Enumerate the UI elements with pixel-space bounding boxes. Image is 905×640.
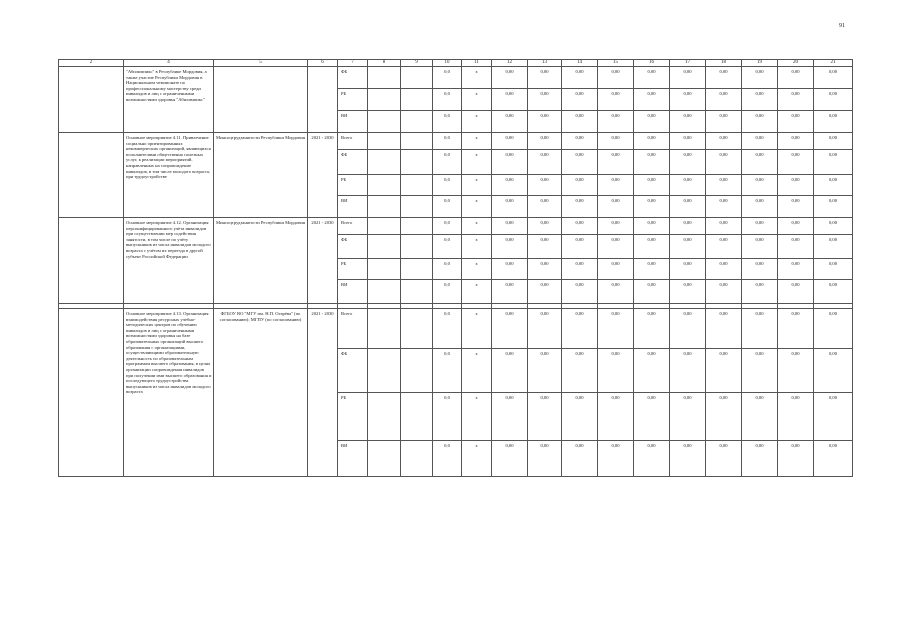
- value-cell: 0,00: [814, 259, 853, 280]
- value-cell: х: [462, 309, 492, 349]
- value-cell: х: [462, 196, 492, 218]
- value-cell: 0,00: [492, 235, 528, 259]
- value-cell: 0,00: [814, 280, 853, 304]
- value-cell: 0,00: [742, 349, 778, 393]
- empty-cell: [59, 309, 124, 477]
- value-cell: 0,00: [562, 67, 598, 89]
- activity-description: Основное мероприятие 4.12. Организация персонифицированного учёта инвалидов при осуществлении мер содействия занятости, в том числе по учёту выпускников из числа инвалидов молодого возраста с учётом их переезда в другой субъект Российской Федерации: [124, 218, 214, 304]
- value-cell: 0,00: [634, 349, 670, 393]
- table-row: [59, 67, 853, 89]
- value-cell: 0,00: [778, 218, 814, 235]
- empty-cell: [401, 235, 433, 259]
- empty-cell: [401, 280, 433, 304]
- header-cell: 13: [528, 60, 562, 67]
- value-cell: 0,00: [492, 89, 528, 111]
- value-cell: 0,00: [492, 441, 528, 477]
- value-cell: х: [462, 259, 492, 280]
- value-cell: 0,00: [634, 235, 670, 259]
- value-cell: 0,00: [778, 259, 814, 280]
- empty-cell: [368, 393, 401, 441]
- value-cell: 0,00: [670, 441, 706, 477]
- value-cell: 0,00: [598, 196, 634, 218]
- value-cell: 0,00: [706, 280, 742, 304]
- value-cell: 0,00: [562, 235, 598, 259]
- value-cell: 0,00: [562, 393, 598, 441]
- value-cell: 0,0: [433, 196, 462, 218]
- empty-cell: [401, 67, 433, 89]
- page-number: 91: [839, 23, 845, 29]
- empty-cell: [368, 280, 401, 304]
- value-cell: х: [462, 218, 492, 235]
- value-cell: 0,00: [598, 349, 634, 393]
- header-cell: 17: [670, 60, 706, 67]
- value-cell: 0,00: [706, 235, 742, 259]
- activity-description: "Абилимпикс" в Республике Мордовия, а также участие Республики Мордовия в Национальном чемпионате по профессиональному мастерству среди инвалидов и лиц с ограниченными возможностями здоровья "Абилимпикс": [124, 67, 214, 133]
- empty-cell: [401, 150, 433, 175]
- value-cell: 0,00: [778, 309, 814, 349]
- value-cell: 0,00: [670, 133, 706, 150]
- value-cell: 0,0: [433, 235, 462, 259]
- value-cell: 0,00: [562, 259, 598, 280]
- value-cell: 0,00: [562, 309, 598, 349]
- value-cell: 0,00: [562, 150, 598, 175]
- funding-source-cell: ФБ: [338, 235, 368, 259]
- value-cell: 0,00: [492, 196, 528, 218]
- value-cell: 0,00: [528, 349, 562, 393]
- value-cell: 0,00: [742, 259, 778, 280]
- empty-cell: [368, 175, 401, 196]
- value-cell: 0,00: [598, 175, 634, 196]
- header-cell: 20: [778, 60, 814, 67]
- value-cell: 0,00: [634, 309, 670, 349]
- value-cell: 0,00: [562, 196, 598, 218]
- value-cell: 0,00: [562, 89, 598, 111]
- value-cell: 0,00: [528, 133, 562, 150]
- value-cell: 0,00: [814, 89, 853, 111]
- value-cell: 0,00: [528, 67, 562, 89]
- value-cell: 0,00: [706, 441, 742, 477]
- value-cell: 0,00: [742, 67, 778, 89]
- value-cell: 0,0: [433, 218, 462, 235]
- value-cell: 0,00: [562, 218, 598, 235]
- value-cell: 0,00: [670, 259, 706, 280]
- value-cell: 0,00: [742, 218, 778, 235]
- value-cell: 0,00: [598, 441, 634, 477]
- value-cell: 0,00: [670, 393, 706, 441]
- value-cell: 0,00: [706, 175, 742, 196]
- period-cell: 2021 - 2030: [308, 309, 338, 477]
- funding-source-cell: РБ: [338, 89, 368, 111]
- value-cell: 0,00: [706, 133, 742, 150]
- funding-source-cell: Всего: [338, 218, 368, 235]
- empty-cell: [401, 111, 433, 133]
- value-cell: 0,00: [598, 67, 634, 89]
- header-cell: 9: [401, 60, 433, 67]
- value-cell: 0,0: [433, 133, 462, 150]
- header-cell: 18: [706, 60, 742, 67]
- empty-cell: [368, 89, 401, 111]
- header-cell: 5: [214, 60, 308, 67]
- value-cell: 0,00: [670, 175, 706, 196]
- header-cell: 11: [462, 60, 492, 67]
- value-cell: 0,00: [598, 133, 634, 150]
- value-cell: 0,00: [492, 280, 528, 304]
- value-cell: 0,00: [706, 349, 742, 393]
- executor-cell: Минсоцтрудзанятости Республики Мордовия: [214, 218, 308, 304]
- header-cell: 10: [433, 60, 462, 67]
- value-cell: 0,00: [706, 89, 742, 111]
- value-cell: 0,00: [742, 280, 778, 304]
- funding-source-cell: ВИ: [338, 196, 368, 218]
- value-cell: 0,00: [778, 67, 814, 89]
- header-cell: 2: [59, 60, 124, 67]
- value-cell: 0,00: [528, 259, 562, 280]
- value-cell: х: [462, 133, 492, 150]
- empty-cell: [401, 89, 433, 111]
- value-cell: 0,00: [670, 218, 706, 235]
- period-cell: 2021 - 2030: [308, 218, 338, 304]
- empty-cell: [368, 441, 401, 477]
- value-cell: 0,00: [706, 150, 742, 175]
- period-cell: 2021 - 2030: [308, 133, 338, 218]
- empty-cell: [401, 309, 433, 349]
- value-cell: 0,00: [742, 150, 778, 175]
- value-cell: 0,00: [492, 349, 528, 393]
- header-row: [59, 60, 853, 67]
- value-cell: 0,00: [706, 67, 742, 89]
- value-cell: 0,00: [742, 441, 778, 477]
- value-cell: 0,00: [562, 441, 598, 477]
- value-cell: 0,00: [742, 393, 778, 441]
- value-cell: 0,00: [742, 175, 778, 196]
- value-cell: 0,00: [814, 133, 853, 150]
- funding-source-cell: РБ: [338, 175, 368, 196]
- value-cell: 0,00: [814, 218, 853, 235]
- budget-table: [58, 59, 853, 477]
- value-cell: 0,00: [634, 280, 670, 304]
- value-cell: 0,00: [814, 235, 853, 259]
- header-cell: 4: [124, 60, 214, 67]
- value-cell: 0,00: [562, 280, 598, 304]
- empty-cell: [401, 218, 433, 235]
- funding-source-cell: ФБ: [338, 349, 368, 393]
- funding-source-cell: ВИ: [338, 441, 368, 477]
- value-cell: 0,00: [528, 175, 562, 196]
- funding-source-cell: РБ: [338, 259, 368, 280]
- funding-source-cell: ФБ: [338, 67, 368, 89]
- empty-cell: [401, 133, 433, 150]
- value-cell: 0,00: [778, 280, 814, 304]
- value-cell: 0,00: [492, 111, 528, 133]
- value-cell: 0,00: [814, 309, 853, 349]
- value-cell: 0,00: [706, 393, 742, 441]
- value-cell: 0,00: [528, 150, 562, 175]
- value-cell: 0,00: [670, 349, 706, 393]
- value-cell: 0,00: [634, 67, 670, 89]
- value-cell: 0,00: [598, 280, 634, 304]
- empty-cell: [368, 111, 401, 133]
- value-cell: 0,00: [814, 150, 853, 175]
- activity-description: Основное мероприятие 4.11. Привлечение социально ориентированных некоммерческих организаций, являющихся исполнителями общественно полезных услуг, к реализации мероприятий, направленных на сопровождение инвалидов, в том числе молодого возраста, при трудоустройстве: [124, 133, 214, 218]
- value-cell: 0,00: [742, 196, 778, 218]
- value-cell: 0,0: [433, 441, 462, 477]
- value-cell: 0,0: [433, 393, 462, 441]
- header-cell: 16: [634, 60, 670, 67]
- executor-cell: Минсоцтрудзанятости Республики Мордовия: [214, 133, 308, 218]
- value-cell: 0,00: [528, 393, 562, 441]
- header-cell: 8: [368, 60, 401, 67]
- value-cell: 0,00: [634, 175, 670, 196]
- funding-source-cell: Всего: [338, 133, 368, 150]
- value-cell: 0,00: [634, 441, 670, 477]
- value-cell: 0,00: [742, 133, 778, 150]
- header-cell: 6: [308, 60, 338, 67]
- empty-cell: [59, 67, 124, 133]
- value-cell: 0,00: [814, 349, 853, 393]
- value-cell: 0,0: [433, 280, 462, 304]
- value-cell: х: [462, 67, 492, 89]
- value-cell: 0,0: [433, 150, 462, 175]
- value-cell: 0,00: [528, 235, 562, 259]
- value-cell: 0,00: [778, 89, 814, 111]
- header-cell: 12: [492, 60, 528, 67]
- empty-cell: [368, 235, 401, 259]
- table-row: [59, 218, 853, 235]
- value-cell: 0,00: [528, 89, 562, 111]
- value-cell: 0,0: [433, 309, 462, 349]
- empty-cell: [401, 349, 433, 393]
- value-cell: 0,00: [670, 196, 706, 218]
- value-cell: х: [462, 111, 492, 133]
- value-cell: 0,0: [433, 259, 462, 280]
- value-cell: 0,00: [778, 393, 814, 441]
- table-row: [59, 309, 853, 349]
- executor-cell: [214, 67, 308, 133]
- value-cell: 0,00: [598, 111, 634, 133]
- value-cell: 0,00: [598, 218, 634, 235]
- value-cell: 0,00: [778, 133, 814, 150]
- value-cell: х: [462, 441, 492, 477]
- value-cell: х: [462, 349, 492, 393]
- header-cell: 14: [562, 60, 598, 67]
- value-cell: 0,00: [742, 309, 778, 349]
- value-cell: 0,00: [670, 150, 706, 175]
- value-cell: 0,00: [634, 150, 670, 175]
- empty-cell: [368, 349, 401, 393]
- value-cell: х: [462, 89, 492, 111]
- value-cell: 0,00: [778, 235, 814, 259]
- value-cell: 0,00: [598, 150, 634, 175]
- value-cell: 0,00: [670, 67, 706, 89]
- value-cell: 0,0: [433, 175, 462, 196]
- empty-cell: [368, 309, 401, 349]
- empty-cell: [368, 196, 401, 218]
- value-cell: 0,00: [778, 196, 814, 218]
- value-cell: 0,00: [528, 441, 562, 477]
- value-cell: 0,00: [634, 393, 670, 441]
- value-cell: 0,00: [598, 259, 634, 280]
- value-cell: 0,00: [492, 133, 528, 150]
- empty-cell: [368, 133, 401, 150]
- value-cell: 0,00: [528, 309, 562, 349]
- empty-cell: [368, 259, 401, 280]
- value-cell: 0,00: [528, 280, 562, 304]
- value-cell: х: [462, 393, 492, 441]
- value-cell: х: [462, 280, 492, 304]
- header-cell: 7: [338, 60, 368, 67]
- value-cell: 0,00: [492, 259, 528, 280]
- header-cell: 15: [598, 60, 634, 67]
- empty-cell: [401, 393, 433, 441]
- value-cell: 0,00: [778, 150, 814, 175]
- value-cell: 0,00: [598, 235, 634, 259]
- empty-cell: [368, 67, 401, 89]
- value-cell: 0,00: [562, 111, 598, 133]
- funding-source-cell: ВИ: [338, 111, 368, 133]
- value-cell: 0,00: [778, 111, 814, 133]
- value-cell: 0,0: [433, 349, 462, 393]
- value-cell: 0,00: [634, 133, 670, 150]
- value-cell: 0,00: [706, 218, 742, 235]
- period-cell: [308, 67, 338, 133]
- value-cell: 0,0: [433, 89, 462, 111]
- empty-cell: [368, 150, 401, 175]
- value-cell: 0,00: [492, 175, 528, 196]
- value-cell: 0,00: [778, 175, 814, 196]
- value-cell: 0,00: [814, 196, 853, 218]
- value-cell: 0,00: [562, 175, 598, 196]
- value-cell: 0,00: [598, 309, 634, 349]
- value-cell: 0,00: [814, 67, 853, 89]
- value-cell: 0,00: [778, 441, 814, 477]
- value-cell: х: [462, 150, 492, 175]
- value-cell: 0,00: [528, 218, 562, 235]
- value-cell: 0,00: [742, 235, 778, 259]
- value-cell: х: [462, 175, 492, 196]
- empty-cell: [401, 441, 433, 477]
- header-cell: 19: [742, 60, 778, 67]
- value-cell: х: [462, 235, 492, 259]
- value-cell: 0,00: [634, 259, 670, 280]
- value-cell: 0,00: [742, 111, 778, 133]
- empty-cell: [59, 133, 124, 218]
- empty-cell: [401, 175, 433, 196]
- value-cell: 0,00: [562, 349, 598, 393]
- value-cell: 0,00: [598, 393, 634, 441]
- table-row: [59, 133, 853, 150]
- value-cell: 0,00: [706, 259, 742, 280]
- empty-cell: [59, 218, 124, 304]
- value-cell: 0,00: [598, 89, 634, 111]
- value-cell: 0,00: [492, 150, 528, 175]
- header-cell: 21: [814, 60, 853, 67]
- value-cell: 0,00: [706, 309, 742, 349]
- value-cell: 0,00: [528, 111, 562, 133]
- value-cell: 0,00: [634, 196, 670, 218]
- value-cell: 0,00: [814, 393, 853, 441]
- activity-description: Основное мероприятие 4.13. Организация взаимодействия ресурсных учебно-методических центров по обучению инвалидов и лиц с ограниченными возможностями здоровья на базе образовательных организаций высшего образования с организациями, осуществляющими образовательную деятельность по образовательным программам высшего образования, в целях организации сопровождения инвалидов при получении ими высшего образования и последующего трудоустройства выпускников из числа инвалидов молодого возраста: [124, 309, 214, 477]
- value-cell: 0,00: [492, 67, 528, 89]
- value-cell: 0,00: [670, 280, 706, 304]
- funding-source-cell: Всего: [338, 309, 368, 349]
- value-cell: 0,00: [492, 309, 528, 349]
- value-cell: 0,00: [562, 133, 598, 150]
- value-cell: 0,00: [634, 218, 670, 235]
- value-cell: 0,00: [528, 196, 562, 218]
- value-cell: 0,00: [670, 89, 706, 111]
- funding-source-cell: ФБ: [338, 150, 368, 175]
- empty-cell: [401, 259, 433, 280]
- empty-cell: [368, 218, 401, 235]
- empty-cell: [401, 196, 433, 218]
- value-cell: 0,00: [670, 309, 706, 349]
- value-cell: 0,00: [706, 196, 742, 218]
- value-cell: 0,00: [814, 111, 853, 133]
- value-cell: 0,00: [742, 89, 778, 111]
- value-cell: 0,00: [706, 111, 742, 133]
- value-cell: 0,00: [670, 111, 706, 133]
- value-cell: 0,0: [433, 67, 462, 89]
- value-cell: 0,0: [433, 111, 462, 133]
- value-cell: 0,00: [634, 89, 670, 111]
- value-cell: 0,00: [634, 111, 670, 133]
- value-cell: 0,00: [814, 175, 853, 196]
- value-cell: 0,00: [670, 235, 706, 259]
- value-cell: 0,00: [492, 218, 528, 235]
- value-cell: 0,00: [778, 349, 814, 393]
- executor-cell: ФГБОУ ВО "МГУ им. Н.П. Огарёва" (по согласованию); МГПУ (по согласованию): [214, 309, 308, 477]
- value-cell: 0,00: [492, 393, 528, 441]
- funding-source-cell: ВИ: [338, 280, 368, 304]
- funding-source-cell: РБ: [338, 393, 368, 441]
- value-cell: 0,00: [814, 441, 853, 477]
